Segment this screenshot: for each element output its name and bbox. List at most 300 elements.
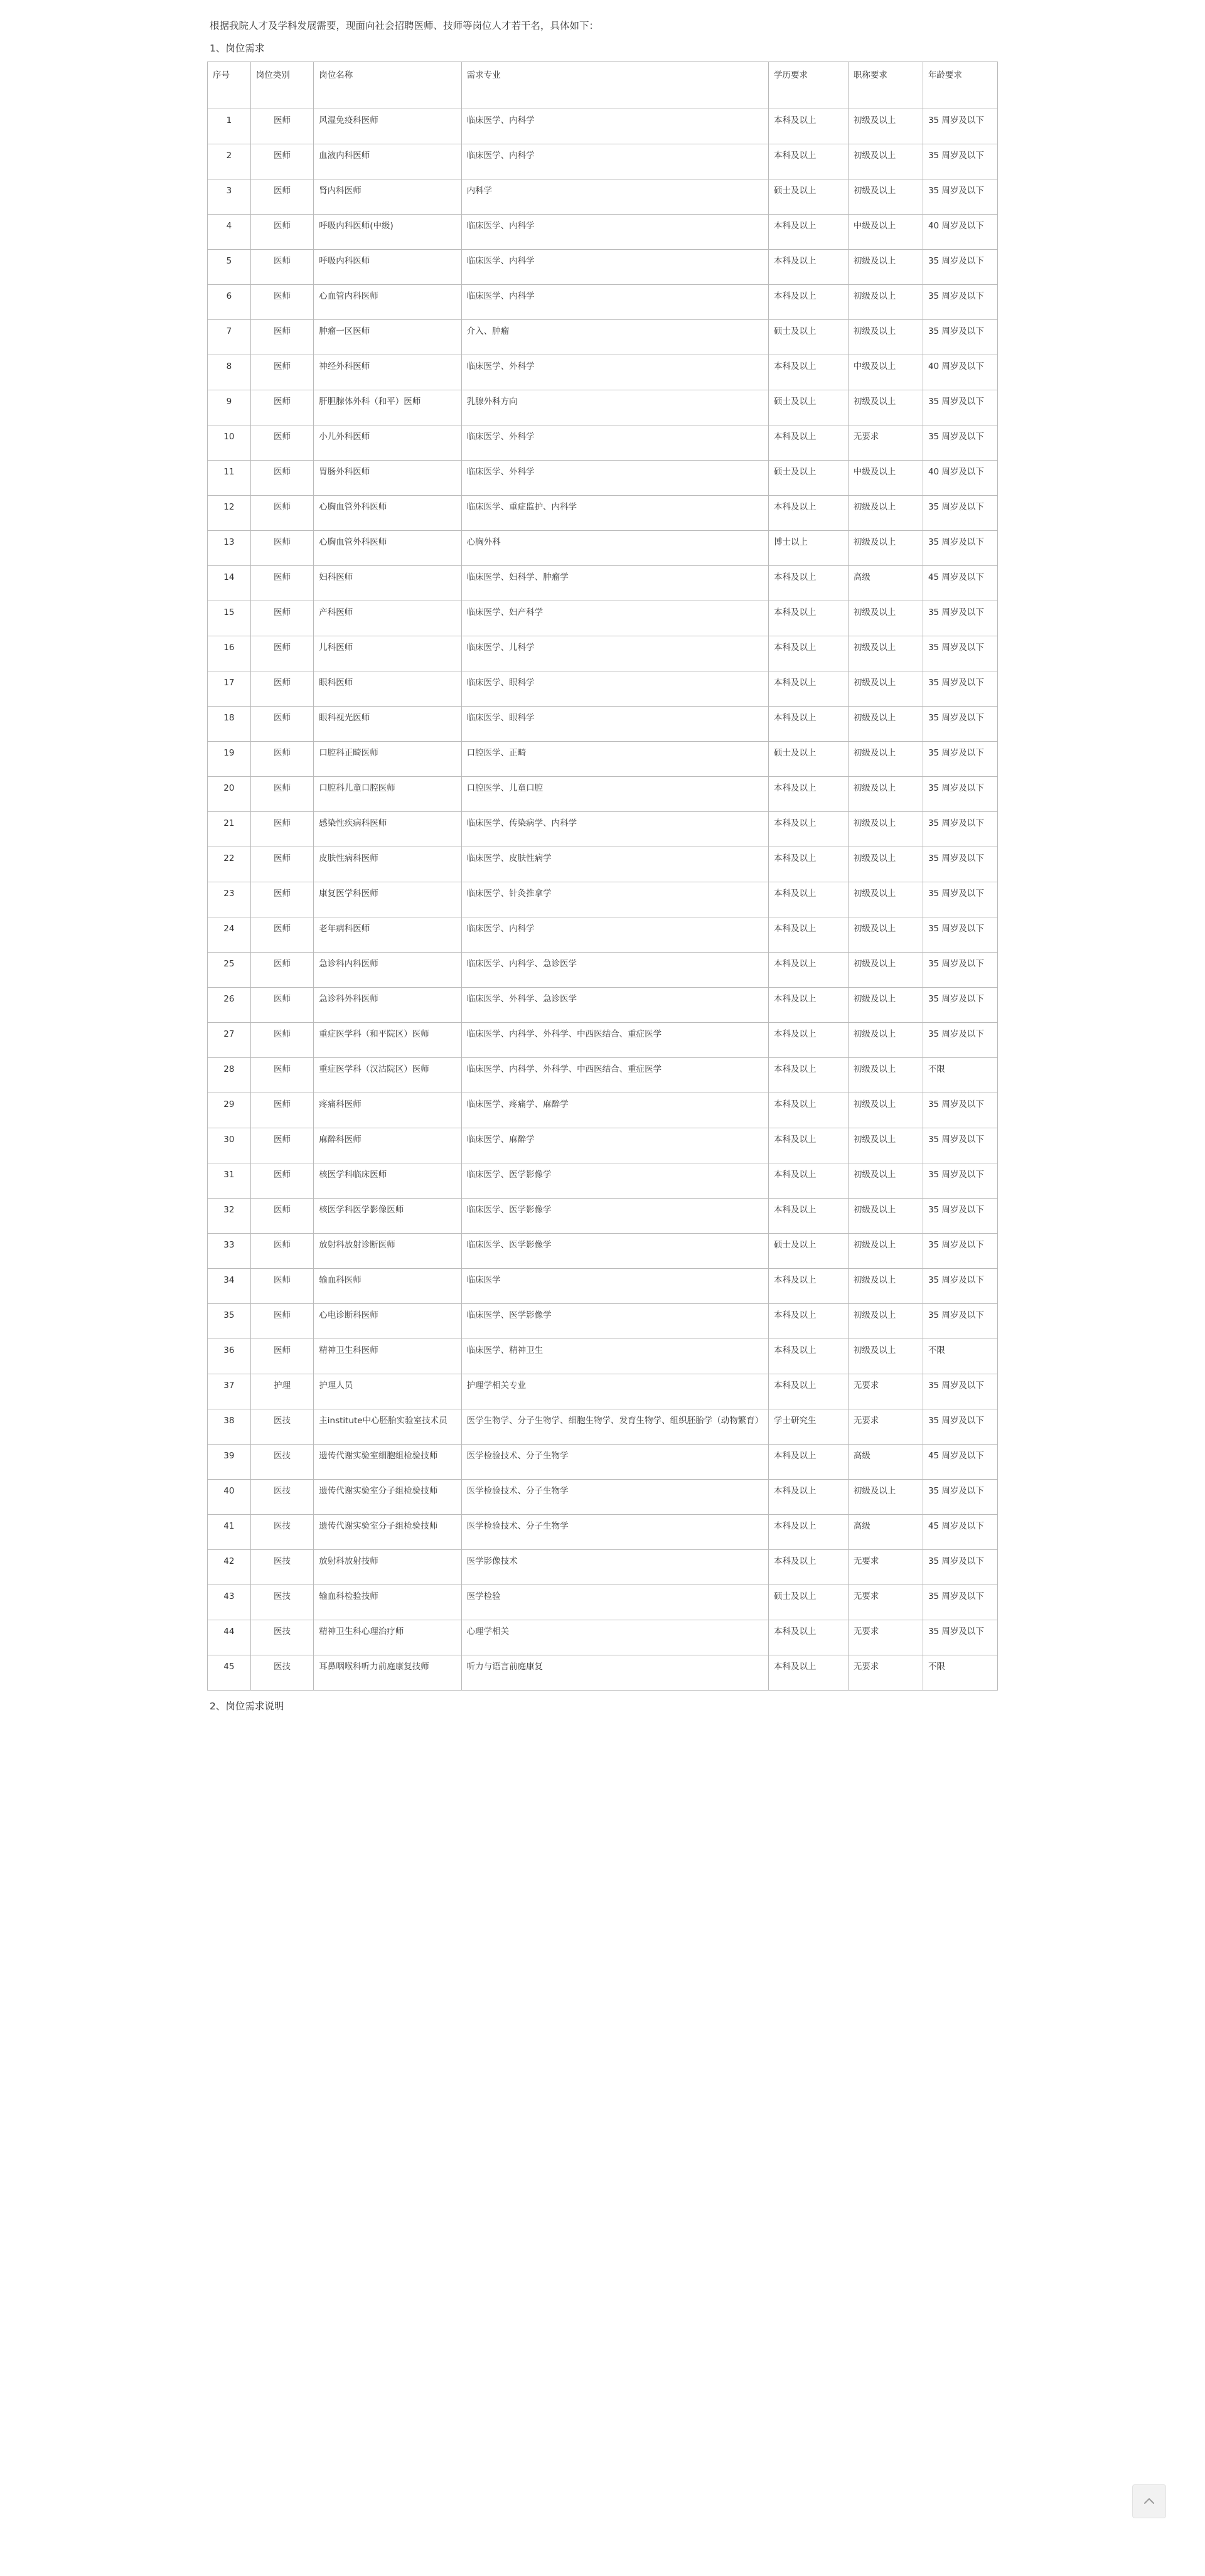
cell-category: 医师 — [250, 742, 314, 777]
cell-major: 临床医学、内科学、外科学、中西医结合、重症医学 — [461, 1058, 768, 1093]
cell-no: 2 — [208, 144, 251, 179]
cell-title: 无要求 — [848, 1585, 923, 1620]
cell-title: 初级及以上 — [848, 636, 923, 671]
job-requirements-table — [207, 61, 998, 1691]
cell-title: 初级及以上 — [848, 953, 923, 988]
cell-position-name: 老年病科医师 — [314, 917, 461, 953]
table-row — [208, 847, 998, 882]
cell-position-name: 心胸血管外科医师 — [314, 531, 461, 566]
cell-position-name: 眼科医师 — [314, 671, 461, 707]
cell-education: 本科及以上 — [768, 1515, 848, 1550]
cell-age: 35 周岁及以下 — [923, 812, 997, 847]
cell-major: 临床医学、眼科学 — [461, 671, 768, 707]
cell-education: 本科及以上 — [768, 1304, 848, 1339]
table-row — [208, 1620, 998, 1655]
cell-no: 31 — [208, 1163, 251, 1199]
cell-education: 本科及以上 — [768, 1163, 848, 1199]
cell-position-name: 眼科视光医师 — [314, 707, 461, 742]
cell-age: 35 周岁及以下 — [923, 1023, 997, 1058]
cell-major: 临床医学、内科学 — [461, 917, 768, 953]
cell-age: 不限 — [923, 1339, 997, 1374]
cell-position-name: 遗传代谢实验室分子组检验技师 — [314, 1480, 461, 1515]
cell-education: 本科及以上 — [768, 109, 848, 144]
cell-major: 临床医学、外科学 — [461, 461, 768, 496]
cell-position-name: 遗传代谢实验室分子组检验技师 — [314, 1515, 461, 1550]
cell-education: 硕士及以上 — [768, 390, 848, 425]
cell-category: 医技 — [250, 1515, 314, 1550]
cell-title: 初级及以上 — [848, 671, 923, 707]
cell-position-name: 核医学科临床医师 — [314, 1163, 461, 1199]
cell-education: 博士以上 — [768, 531, 848, 566]
cell-position-name: 重症医学科（汉沽院区）医师 — [314, 1058, 461, 1093]
cell-title: 中级及以上 — [848, 215, 923, 250]
cell-major: 临床医学、眼科学 — [461, 707, 768, 742]
cell-title: 初级及以上 — [848, 742, 923, 777]
table-row — [208, 988, 998, 1023]
cell-category: 医师 — [250, 390, 314, 425]
cell-position-name: 儿科医师 — [314, 636, 461, 671]
cell-category: 医师 — [250, 144, 314, 179]
cell-age: 35 周岁及以下 — [923, 1585, 997, 1620]
cell-position-name: 输血科检验技师 — [314, 1585, 461, 1620]
cell-major: 医学检验技术、分子生物学 — [461, 1515, 768, 1550]
cell-major: 临床医学、医学影像学 — [461, 1199, 768, 1234]
cell-category: 医师 — [250, 1093, 314, 1128]
table-row — [208, 425, 998, 461]
cell-no: 16 — [208, 636, 251, 671]
cell-age: 35 周岁及以下 — [923, 496, 997, 531]
cell-major: 医学检验技术、分子生物学 — [461, 1445, 768, 1480]
cell-no: 21 — [208, 812, 251, 847]
cell-category: 医师 — [250, 355, 314, 390]
cell-category: 护理 — [250, 1374, 314, 1409]
cell-category: 医师 — [250, 636, 314, 671]
cell-position-name: 精神卫生科医师 — [314, 1339, 461, 1374]
cell-no: 41 — [208, 1515, 251, 1550]
cell-title: 初级及以上 — [848, 250, 923, 285]
cell-position-name: 血液内科医师 — [314, 144, 461, 179]
cell-title: 初级及以上 — [848, 882, 923, 917]
footer-note: 2、岗位需求说明 — [210, 1701, 284, 1712]
cell-no: 17 — [208, 671, 251, 707]
column-header-category: 岗位类别 — [250, 62, 314, 109]
cell-no: 7 — [208, 320, 251, 355]
cell-major: 临床医学、传染病学、内科学 — [461, 812, 768, 847]
cell-category: 医技 — [250, 1620, 314, 1655]
cell-major: 口腔医学、儿童口腔 — [461, 777, 768, 812]
cell-education: 本科及以上 — [768, 882, 848, 917]
cell-category: 医师 — [250, 777, 314, 812]
cell-education: 硕士及以上 — [768, 1234, 848, 1269]
cell-title: 初级及以上 — [848, 707, 923, 742]
table-row — [208, 390, 998, 425]
cell-age: 35 周岁及以下 — [923, 636, 997, 671]
table-row — [208, 144, 998, 179]
cell-category: 医师 — [250, 988, 314, 1023]
cell-age: 40 周岁及以下 — [923, 461, 997, 496]
cell-position-name: 核医学科医学影像医师 — [314, 1199, 461, 1234]
cell-category: 医师 — [250, 109, 314, 144]
cell-major: 临床医学 — [461, 1269, 768, 1304]
cell-major: 临床医学、针灸推拿学 — [461, 882, 768, 917]
cell-age: 35 周岁及以下 — [923, 109, 997, 144]
cell-category: 医师 — [250, 215, 314, 250]
cell-education: 本科及以上 — [768, 707, 848, 742]
cell-no: 28 — [208, 1058, 251, 1093]
table-row — [208, 250, 998, 285]
cell-major: 口腔医学、正畸 — [461, 742, 768, 777]
cell-no: 27 — [208, 1023, 251, 1058]
table-row — [208, 1515, 998, 1550]
cell-position-name: 呼吸内科医师 — [314, 250, 461, 285]
cell-no: 4 — [208, 215, 251, 250]
cell-age: 35 周岁及以下 — [923, 1620, 997, 1655]
cell-position-name: 重症医学科（和平院区）医师 — [314, 1023, 461, 1058]
cell-title: 初级及以上 — [848, 144, 923, 179]
table-header-row — [208, 62, 998, 109]
cell-category: 医师 — [250, 601, 314, 636]
cell-position-name: 口腔科儿童口腔医师 — [314, 777, 461, 812]
cell-category: 医师 — [250, 531, 314, 566]
cell-major: 临床医学、医学影像学 — [461, 1304, 768, 1339]
cell-age: 35 周岁及以下 — [923, 1409, 997, 1445]
cell-age: 35 周岁及以下 — [923, 285, 997, 320]
cell-major: 医学影像技术 — [461, 1550, 768, 1585]
cell-no: 23 — [208, 882, 251, 917]
table-row — [208, 707, 998, 742]
cell-major: 内科学 — [461, 179, 768, 215]
cell-title: 初级及以上 — [848, 1128, 923, 1163]
cell-education: 本科及以上 — [768, 812, 848, 847]
cell-no: 3 — [208, 179, 251, 215]
table-row — [208, 1128, 998, 1163]
cell-category: 医师 — [250, 461, 314, 496]
column-header-title: 职称要求 — [848, 62, 923, 109]
cell-major: 听力与语言前庭康复 — [461, 1655, 768, 1691]
table-row — [208, 777, 998, 812]
cell-major: 心理学相关 — [461, 1620, 768, 1655]
cell-no: 10 — [208, 425, 251, 461]
cell-category: 医师 — [250, 671, 314, 707]
cell-no: 14 — [208, 566, 251, 601]
cell-no: 20 — [208, 777, 251, 812]
cell-no: 15 — [208, 601, 251, 636]
cell-no: 33 — [208, 1234, 251, 1269]
cell-title: 初级及以上 — [848, 1163, 923, 1199]
cell-age: 35 周岁及以下 — [923, 250, 997, 285]
table-header — [208, 62, 998, 109]
cell-education: 本科及以上 — [768, 496, 848, 531]
cell-no: 8 — [208, 355, 251, 390]
cell-major: 临床医学、儿科学 — [461, 636, 768, 671]
cell-position-name: 风湿免疫科医师 — [314, 109, 461, 144]
cell-title: 初级及以上 — [848, 320, 923, 355]
cell-no: 30 — [208, 1128, 251, 1163]
cell-major: 乳腺外科方向 — [461, 390, 768, 425]
cell-position-name: 妇科医师 — [314, 566, 461, 601]
cell-major: 临床医学、皮肤性病学 — [461, 847, 768, 882]
section-title: 1、岗位需求 — [210, 43, 265, 54]
cell-major: 临床医学、外科学 — [461, 425, 768, 461]
cell-education: 本科及以上 — [768, 1128, 848, 1163]
cell-major: 临床医学、外科学、急诊医学 — [461, 988, 768, 1023]
cell-age: 40 周岁及以下 — [923, 215, 997, 250]
cell-title: 中级及以上 — [848, 461, 923, 496]
cell-position-name: 康复医学科医师 — [314, 882, 461, 917]
cell-title: 初级及以上 — [848, 1093, 923, 1128]
table-row — [208, 179, 998, 215]
table-row — [208, 882, 998, 917]
cell-education: 硕士及以上 — [768, 320, 848, 355]
cell-age: 35 周岁及以下 — [923, 917, 997, 953]
cell-no: 18 — [208, 707, 251, 742]
cell-title: 无要求 — [848, 1620, 923, 1655]
cell-no: 39 — [208, 1445, 251, 1480]
cell-education: 本科及以上 — [768, 636, 848, 671]
cell-education: 本科及以上 — [768, 777, 848, 812]
cell-age: 35 周岁及以下 — [923, 1234, 997, 1269]
cell-age: 40 周岁及以下 — [923, 355, 997, 390]
cell-education: 本科及以上 — [768, 425, 848, 461]
cell-title: 初级及以上 — [848, 496, 923, 531]
column-header-major: 需求专业 — [461, 62, 768, 109]
cell-position-name: 心电诊断科医师 — [314, 1304, 461, 1339]
cell-education: 学士研究生 — [768, 1409, 848, 1445]
cell-education: 本科及以上 — [768, 285, 848, 320]
table-row — [208, 1199, 998, 1234]
cell-position-name: 胃肠外科医师 — [314, 461, 461, 496]
cell-age: 35 周岁及以下 — [923, 1163, 997, 1199]
table-row — [208, 285, 998, 320]
cell-education: 本科及以上 — [768, 917, 848, 953]
table-row — [208, 1023, 998, 1058]
cell-age: 45 周岁及以下 — [923, 566, 997, 601]
cell-major: 护理学相关专业 — [461, 1374, 768, 1409]
cell-major: 临床医学、内科学 — [461, 144, 768, 179]
cell-education: 硕士及以上 — [768, 1585, 848, 1620]
cell-position-name: 遗传代谢实验室细胞组检验技师 — [314, 1445, 461, 1480]
intro-paragraph: 根据我院人才及学科发展需要，现面向社会招聘医师、技师等岗位人才若干名，具体如下： — [210, 20, 599, 31]
cell-no: 42 — [208, 1550, 251, 1585]
table-row — [208, 566, 998, 601]
cell-title: 高级 — [848, 566, 923, 601]
cell-no: 34 — [208, 1269, 251, 1304]
table-row — [208, 917, 998, 953]
cell-no: 9 — [208, 390, 251, 425]
cell-major: 临床医学、内科学 — [461, 215, 768, 250]
cell-education: 硕士及以上 — [768, 461, 848, 496]
cell-title: 初级及以上 — [848, 531, 923, 566]
cell-major: 临床医学、妇产科学 — [461, 601, 768, 636]
cell-category: 医师 — [250, 917, 314, 953]
cell-no: 19 — [208, 742, 251, 777]
cell-major: 临床医学、疼痛学、麻醉学 — [461, 1093, 768, 1128]
cell-no: 40 — [208, 1480, 251, 1515]
cell-category: 医师 — [250, 1234, 314, 1269]
cell-title: 初级及以上 — [848, 285, 923, 320]
cell-category: 医师 — [250, 1269, 314, 1304]
cell-age: 35 周岁及以下 — [923, 1128, 997, 1163]
cell-major: 临床医学、内科学 — [461, 250, 768, 285]
column-header-position-name: 岗位名称 — [314, 62, 461, 109]
cell-title: 初级及以上 — [848, 812, 923, 847]
table-row — [208, 1163, 998, 1199]
cell-position-name: 肝胆腺体外科（和平）医师 — [314, 390, 461, 425]
table-row — [208, 671, 998, 707]
table-row — [208, 215, 998, 250]
cell-education: 本科及以上 — [768, 355, 848, 390]
cell-category: 医师 — [250, 1304, 314, 1339]
cell-category: 医师 — [250, 882, 314, 917]
cell-position-name: 输血科医师 — [314, 1269, 461, 1304]
cell-title: 初级及以上 — [848, 1058, 923, 1093]
cell-age: 35 周岁及以下 — [923, 882, 997, 917]
cell-title: 初级及以上 — [848, 777, 923, 812]
table-body — [208, 109, 998, 1691]
cell-category: 医师 — [250, 847, 314, 882]
cell-position-name: 小儿外科医师 — [314, 425, 461, 461]
cell-category: 医师 — [250, 179, 314, 215]
cell-age: 35 周岁及以下 — [923, 707, 997, 742]
table-row — [208, 461, 998, 496]
table-row — [208, 1058, 998, 1093]
cell-education: 本科及以上 — [768, 953, 848, 988]
table-row — [208, 636, 998, 671]
cell-age: 35 周岁及以下 — [923, 1093, 997, 1128]
cell-age: 35 周岁及以下 — [923, 671, 997, 707]
cell-no: 11 — [208, 461, 251, 496]
cell-title: 无要求 — [848, 1550, 923, 1585]
cell-no: 44 — [208, 1620, 251, 1655]
cell-major: 临床医学、内科学 — [461, 285, 768, 320]
table-row — [208, 1339, 998, 1374]
cell-education: 本科及以上 — [768, 1620, 848, 1655]
cell-category: 医技 — [250, 1655, 314, 1691]
cell-education: 本科及以上 — [768, 988, 848, 1023]
table-row — [208, 1480, 998, 1515]
cell-education: 本科及以上 — [768, 215, 848, 250]
cell-title: 无要求 — [848, 1374, 923, 1409]
cell-position-name: 心血管内科医师 — [314, 285, 461, 320]
back-to-top-button[interactable] — [1132, 2484, 1166, 2518]
cell-major: 介入、肿瘤 — [461, 320, 768, 355]
cell-education: 本科及以上 — [768, 144, 848, 179]
cell-title: 高级 — [848, 1445, 923, 1480]
cell-major: 心胸外科 — [461, 531, 768, 566]
cell-no: 32 — [208, 1199, 251, 1234]
cell-category: 医技 — [250, 1480, 314, 1515]
cell-title: 初级及以上 — [848, 179, 923, 215]
cell-no: 26 — [208, 988, 251, 1023]
table-row — [208, 1093, 998, 1128]
cell-category: 医师 — [250, 496, 314, 531]
cell-no: 12 — [208, 496, 251, 531]
cell-major: 临床医学、内科学 — [461, 109, 768, 144]
cell-position-name: 肾内科医师 — [314, 179, 461, 215]
cell-title: 初级及以上 — [848, 601, 923, 636]
cell-education: 本科及以上 — [768, 1058, 848, 1093]
cell-no: 29 — [208, 1093, 251, 1128]
cell-category: 医师 — [250, 1339, 314, 1374]
cell-category: 医师 — [250, 1023, 314, 1058]
table-row — [208, 1445, 998, 1480]
cell-major: 临床医学、外科学 — [461, 355, 768, 390]
table-row — [208, 1234, 998, 1269]
cell-position-name: 放射科放射诊断医师 — [314, 1234, 461, 1269]
cell-age: 35 周岁及以下 — [923, 953, 997, 988]
cell-age: 35 周岁及以下 — [923, 1480, 997, 1515]
table-row — [208, 812, 998, 847]
cell-major: 医学生物学、分子生物学、细胞生物学、发育生物学、组织胚胎学（动物繁育） — [461, 1409, 768, 1445]
cell-category: 医师 — [250, 1128, 314, 1163]
cell-position-name: 急诊科外科医师 — [314, 988, 461, 1023]
cell-age: 不限 — [923, 1058, 997, 1093]
cell-category: 医师 — [250, 320, 314, 355]
cell-education: 本科及以上 — [768, 1023, 848, 1058]
cell-education: 本科及以上 — [768, 1093, 848, 1128]
table-row — [208, 320, 998, 355]
cell-age: 45 周岁及以下 — [923, 1445, 997, 1480]
table-row — [208, 109, 998, 144]
cell-category: 医师 — [250, 1199, 314, 1234]
table-row — [208, 496, 998, 531]
cell-no: 1 — [208, 109, 251, 144]
cell-age: 35 周岁及以下 — [923, 988, 997, 1023]
cell-major: 临床医学、内科学、急诊医学 — [461, 953, 768, 988]
cell-major: 临床医学、内科学、外科学、中西医结合、重症医学 — [461, 1023, 768, 1058]
cell-age: 35 周岁及以下 — [923, 531, 997, 566]
cell-education: 硕士及以上 — [768, 179, 848, 215]
cell-position-name: 感染性疾病科医师 — [314, 812, 461, 847]
table-row — [208, 1304, 998, 1339]
cell-education: 本科及以上 — [768, 601, 848, 636]
column-header-no: 序号 — [208, 62, 251, 109]
cell-position-name: 产科医师 — [314, 601, 461, 636]
cell-major: 临床医学、麻醉学 — [461, 1128, 768, 1163]
cell-education: 本科及以上 — [768, 671, 848, 707]
cell-age: 35 周岁及以下 — [923, 777, 997, 812]
cell-category: 医技 — [250, 1409, 314, 1445]
cell-major: 临床医学、医学影像学 — [461, 1163, 768, 1199]
cell-age: 35 周岁及以下 — [923, 1550, 997, 1585]
cell-no: 43 — [208, 1585, 251, 1620]
cell-education: 本科及以上 — [768, 1269, 848, 1304]
cell-category: 医师 — [250, 812, 314, 847]
cell-age: 35 周岁及以下 — [923, 1304, 997, 1339]
cell-position-name: 肿瘤一区医师 — [314, 320, 461, 355]
cell-education: 本科及以上 — [768, 1374, 848, 1409]
cell-age: 35 周岁及以下 — [923, 1269, 997, 1304]
cell-position-name: 耳鼻咽喉科听力前庭康复技师 — [314, 1655, 461, 1691]
cell-major: 临床医学、妇科学、肿瘤学 — [461, 566, 768, 601]
cell-no: 5 — [208, 250, 251, 285]
table-row — [208, 1269, 998, 1304]
chevron-up-icon — [1142, 2494, 1156, 2508]
table-row — [208, 742, 998, 777]
cell-category: 医师 — [250, 953, 314, 988]
cell-category: 医技 — [250, 1445, 314, 1480]
cell-age: 45 周岁及以下 — [923, 1515, 997, 1550]
cell-age: 35 周岁及以下 — [923, 601, 997, 636]
cell-no: 22 — [208, 847, 251, 882]
cell-major: 临床医学、重症监护、内科学 — [461, 496, 768, 531]
cell-title: 初级及以上 — [848, 390, 923, 425]
cell-category: 医师 — [250, 1058, 314, 1093]
cell-category: 医师 — [250, 250, 314, 285]
cell-position-name: 放射科放射技师 — [314, 1550, 461, 1585]
cell-age: 35 周岁及以下 — [923, 1374, 997, 1409]
cell-no: 36 — [208, 1339, 251, 1374]
